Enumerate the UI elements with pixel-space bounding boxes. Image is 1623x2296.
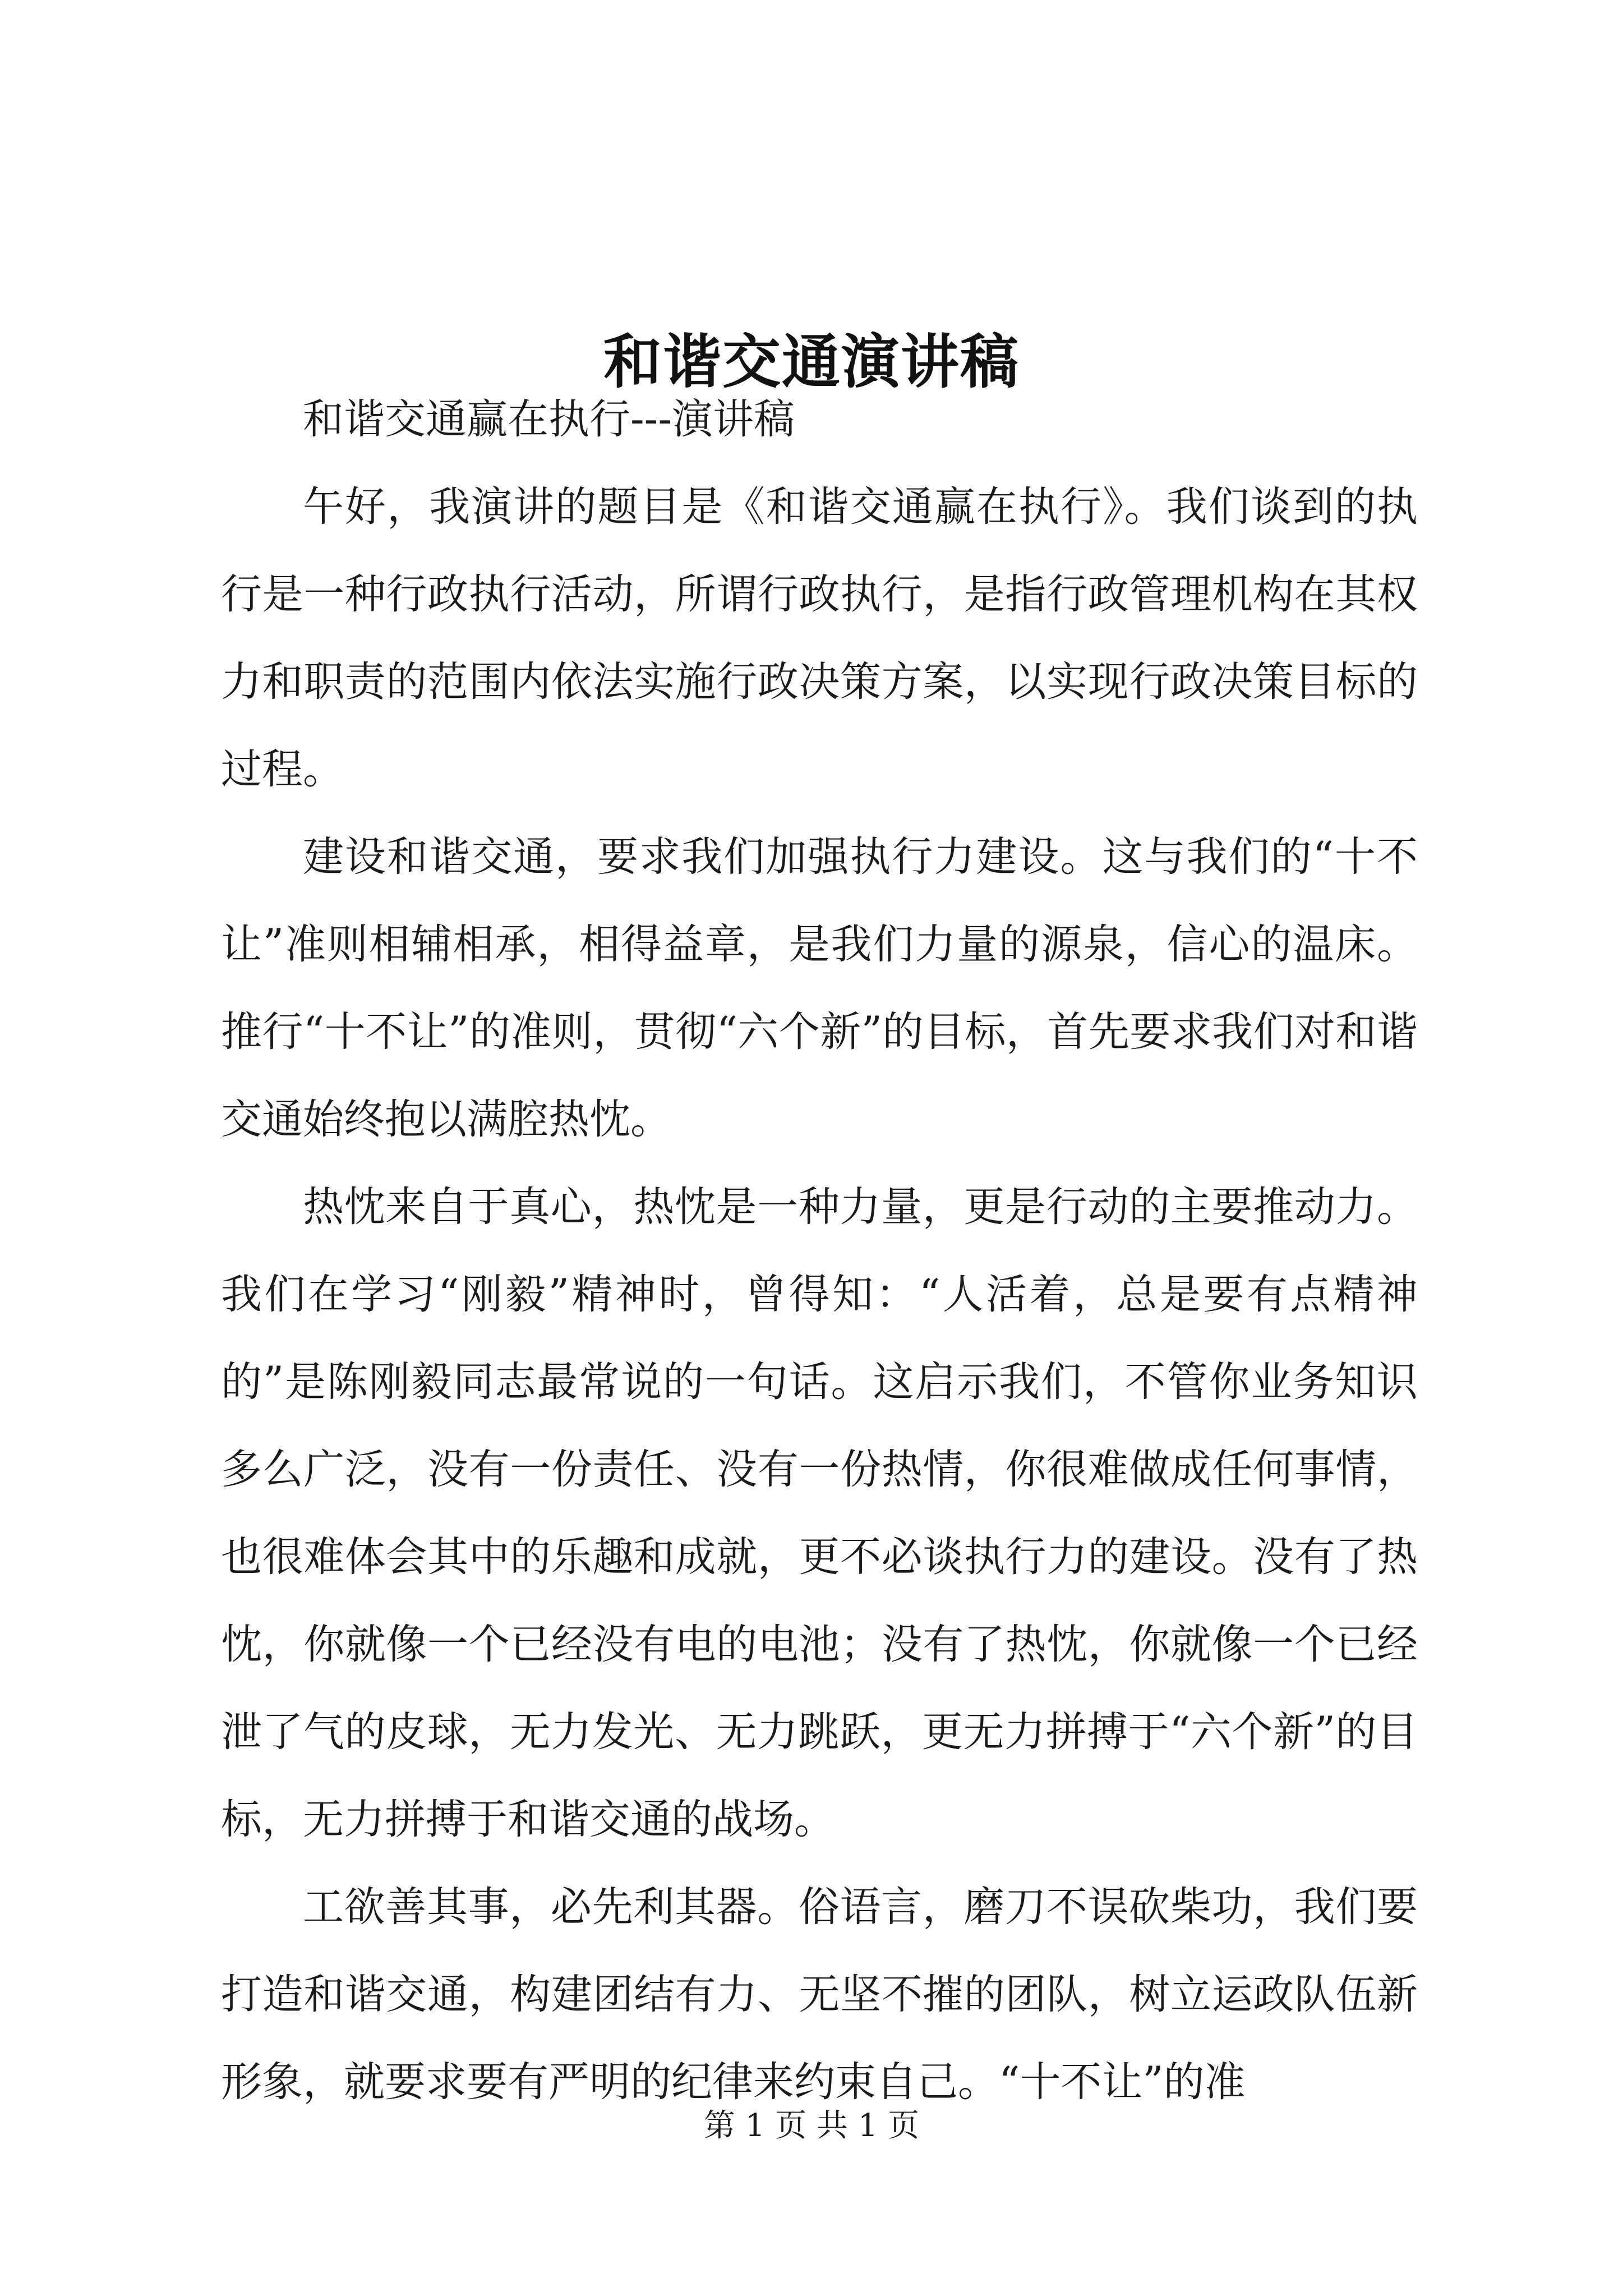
paragraph-construction: 建设和谐交通，要求我们加强执行力建设。这与我们的“十不让”准则相辅相承，相得益章，是我们力量的源泉，信心的温床。推行“十不让”的准则，贯彻“六个新”的目标，首先要求我们对和谐交通始终抱以满腔热忱。 <box>221 833 1418 1143</box>
paragraph-intro: 午好，我演讲的题目是《和谐交通赢在执行》。我们谈到的执行是一种行政执行活动，所谓行政执行，是指行政管理机构在其权力和职责的范围内依法实施行政决策方案，以实现行政决策目标的过程。 <box>221 483 1418 793</box>
document-title: 和谐交通演讲稿 <box>603 326 1020 396</box>
paragraph-discipline: 工欲善其事，必先利其器。俗语言，磨刀不误砍柴功，我们要打造和谐交通，构建团结有力、无坚不摧的团队，树立运政队伍新形象，就要求要有严明的纪律来约束自己。“十不让”的准 <box>221 1883 1418 2106</box>
paragraph-enthusiasm: 热忱来自于真心，热忱是一种力量，更是行动的主要推动力。我们在学习“刚毅”精神时，曾得知：“人活着，总是要有点精神的”是陈刚毅同志最常说的一句话。这启示我们，不管你业务知识多么广泛，没有一份责任、没有一份热情，你很难做成任何事情，也很难体会其中的乐趣和成就，更不必谈执行力的建设。没有了热忱，你就像一个已经没有电的电池；没有了热忱，你就像一个已经泄了气的皮球，无力发光、无力跳跃，更无力拼搏于“六个新”的目标，无力拼搏于和谐交通的战场。 <box>221 1183 1418 1843</box>
document-body <box>221 376 1418 2126</box>
subtitle-paragraph: 和谐交通赢在执行---演讲稿 <box>303 395 795 443</box>
page-footer: 第 1 页 共 1 页 <box>703 2108 920 2144</box>
